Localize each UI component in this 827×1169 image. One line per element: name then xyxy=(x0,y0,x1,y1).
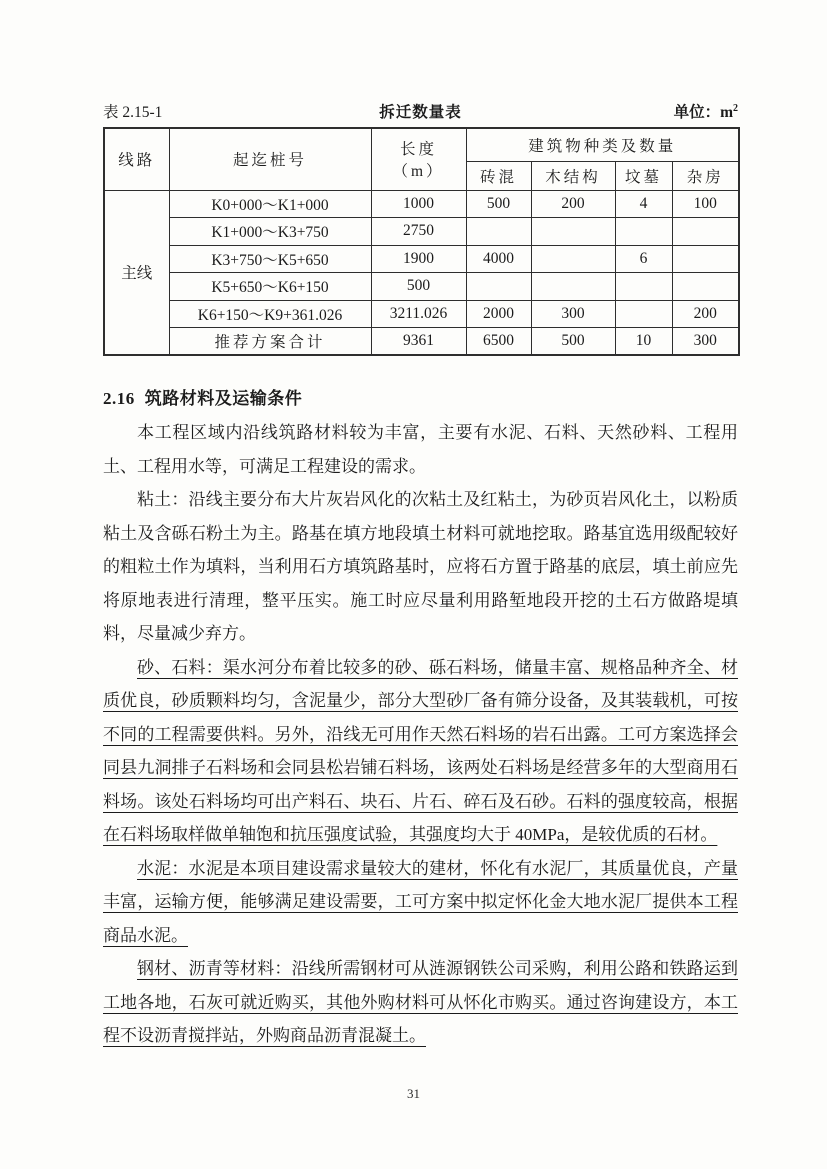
cell-misc: 200 xyxy=(672,300,739,328)
cell-length: 2750 xyxy=(371,218,466,246)
cell-wood xyxy=(531,245,615,273)
table-row xyxy=(104,218,739,246)
section-number: 2.16 xyxy=(103,389,135,408)
paragraph-steel-asphalt: 钢材、沥青等材料：沿线所需钢材可从涟源钢铁公司采购，利用公路和铁路运到工地各地，石灰可就近购买，其他外购材料可从怀化市购买。通过咨询建设方，本工程不设沥青搅拌站，外购商品沥青混凝土。 xyxy=(103,959,738,1045)
table-label: 表 2.15-1 xyxy=(103,104,163,121)
header-wood: 木结构 xyxy=(531,161,615,190)
section-heading xyxy=(103,384,738,409)
cell-grave xyxy=(615,218,672,246)
cell-misc xyxy=(672,273,739,301)
cell-grave xyxy=(615,273,672,301)
cell-grave xyxy=(615,300,672,328)
cell-wood xyxy=(531,273,615,301)
cell-brick: 6500 xyxy=(466,328,531,356)
cell-length: 3211.026 xyxy=(371,300,466,328)
cell-stake: K6+150～K9+361.026 xyxy=(169,300,371,328)
cell-brick: 2000 xyxy=(466,300,531,328)
cell-grave: 10 xyxy=(615,328,672,356)
table-header-row-1 xyxy=(104,128,739,161)
table-unit-superscript: 2 xyxy=(733,102,738,114)
cell-stake-total: 推荐方案合计 xyxy=(169,328,371,356)
table-row xyxy=(104,190,739,218)
paragraph-cement: 水泥：水泥是本项目建设需求量较大的建材，怀化有水泥厂，其质量优良，产量丰富，运输方便，能够满足建设需要，工可方案中拟定怀化金大地水泥厂提供本工程商品水泥。 xyxy=(103,858,738,945)
cell-brick xyxy=(466,273,531,301)
cell-stake: K1+000～K3+750 xyxy=(169,218,371,246)
cell-stake: K3+750～K5+650 xyxy=(169,245,371,273)
paragraph-sand-stone: 砂、石料：渠水河分布着比较多的砂、砾石料场，储量丰富、规格品种齐全、材质优良，砂质颗料均匀，含泥量少，部分大型砂厂备有筛分设备，及其装载机，可按不同的工程需要供料。另外，沿线无可用作天然石料场的岩石出露。工可方案选择会同县九洞排子石料场和会同县松岩铺石料场，该两处石料场是经营多年的大型商用石料场。该处石料场均可出产料石、块石、片石、碎石及石砂。石料的强度较高，根据在石料场取样做单轴饱和抗压强度试验，其强度均大于 40MPa，是较优质的石材。 xyxy=(103,657,738,844)
cell-length: 1900 xyxy=(371,245,466,273)
cell-stake: K5+650～K6+150 xyxy=(169,273,371,301)
cell-brick xyxy=(466,218,531,246)
cell-length: 9361 xyxy=(371,328,466,356)
header-grave: 坟墓 xyxy=(615,161,672,190)
cell-length: 1000 xyxy=(371,190,466,218)
cell-wood xyxy=(531,218,615,246)
table-row-total xyxy=(104,328,739,356)
page-number: 31 xyxy=(407,1086,420,1101)
cell-wood: 300 xyxy=(531,300,615,328)
section-title: 筑路材料及运输条件 xyxy=(144,389,303,408)
cell-length: 500 xyxy=(371,273,466,301)
header-stake: 起迄桩号 xyxy=(169,128,371,190)
table-row xyxy=(104,245,739,273)
cell-misc xyxy=(672,245,739,273)
paragraph-intro: 本工程区域内沿线筑路材料较为丰富，主要有水泥、石料、天然砂料、工程用土、工程用水等，可满足工程建设的需求。 xyxy=(103,423,738,476)
table-title: 拆迁数量表 xyxy=(379,104,462,121)
table-row xyxy=(104,300,739,328)
demolition-quantity-table xyxy=(103,127,740,356)
cell-misc: 100 xyxy=(672,190,739,218)
header-building-group: 建筑物种类及数量 xyxy=(466,128,739,161)
cell-brick: 500 xyxy=(466,190,531,218)
paragraph-clay: 粘土：沿线主要分布大片灰岩风化的次粘土及红粘土，为砂页岩风化土，以粉质粘土及含砾石粉土为主。路基在填方地段填土材料可就地挖取。路基宜选用级配较好的粗粒土作为填料，当利用石方填筑路基时，应将石方置于路基的底层，填土前应先将原地表进行清理，整平压实。施工时应尽量利用路堑地段开挖的土石方做路堤填料，尽量减少弃方。 xyxy=(103,490,738,643)
cell-grave: 4 xyxy=(615,190,672,218)
header-length xyxy=(371,128,466,190)
cell-stake: K0+000～K1+000 xyxy=(169,190,371,218)
cell-brick: 4000 xyxy=(466,245,531,273)
header-length-line1: 长度 xyxy=(399,141,437,159)
table-unit-text: 单位：m xyxy=(673,104,733,121)
cell-wood: 200 xyxy=(531,190,615,218)
table-unit xyxy=(674,100,738,122)
header-length-line2: （m） xyxy=(392,163,445,181)
cell-misc: 300 xyxy=(672,328,739,356)
table-caption-row xyxy=(103,100,738,122)
cell-misc xyxy=(672,218,739,246)
header-misc: 杂房 xyxy=(672,161,739,190)
header-brick: 砖混 xyxy=(466,161,531,190)
table-row xyxy=(104,273,739,301)
cell-wood: 500 xyxy=(531,328,615,356)
cell-grave: 6 xyxy=(615,245,672,273)
header-line: 线路 xyxy=(104,128,169,190)
cell-line-name: 主线 xyxy=(104,190,169,355)
